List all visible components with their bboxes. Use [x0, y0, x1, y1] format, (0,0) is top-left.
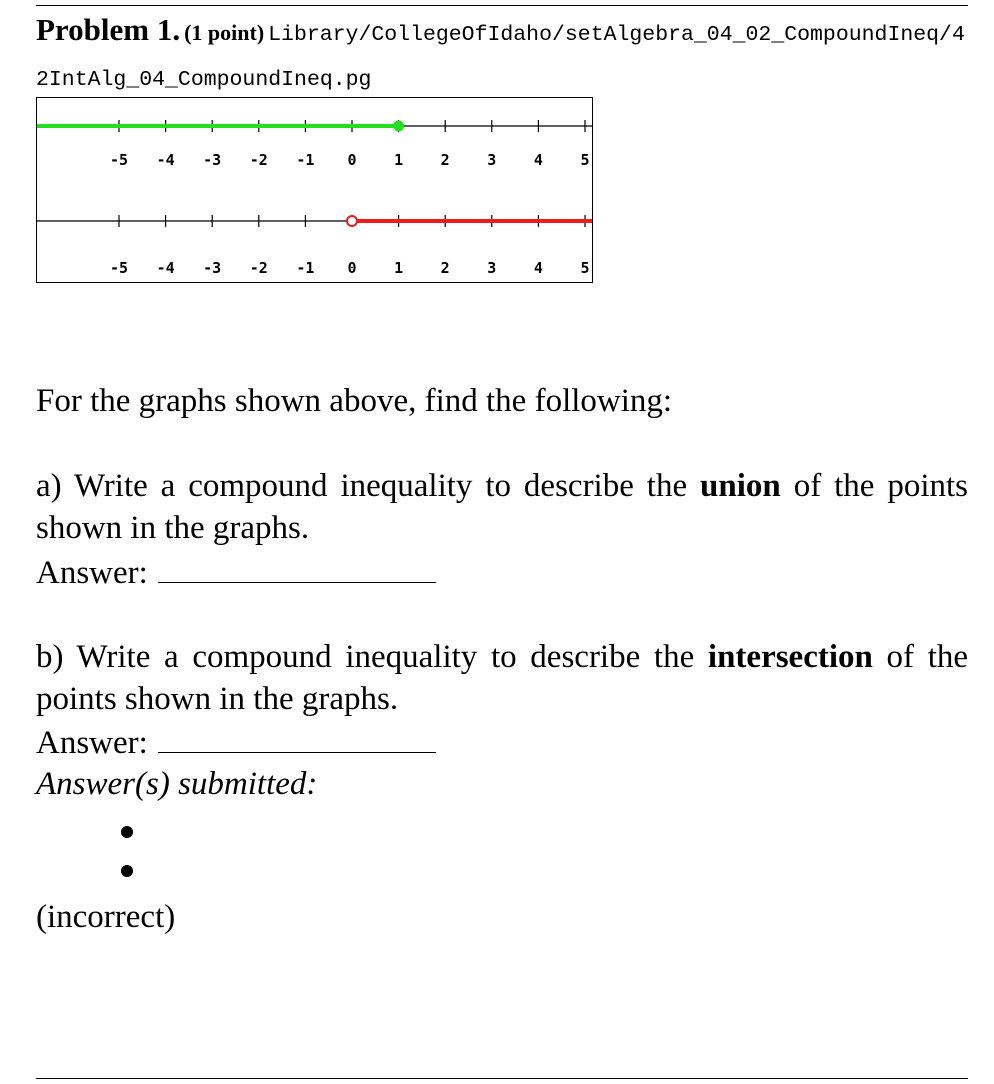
part-b-answer-blank[interactable] — [158, 752, 436, 753]
part-a-answer-row — [36, 552, 968, 594]
part-b-answer-label: Answer: — [36, 725, 148, 761]
problem-source-path: Library/CollegeOfIdaho/setAlgebra_04_02_CompoundIneq/42IntAlg_04_CompoundIneq.pg — [36, 23, 965, 92]
graph1-tick-label: -3 — [203, 151, 222, 169]
graph2-open-endpoint — [347, 216, 357, 226]
graph2-tick-label: 3 — [487, 259, 497, 277]
submission-status: (incorrect) — [36, 899, 176, 935]
problem-points: (1 point) — [184, 20, 265, 45]
graph2-tick-label: 4 — [533, 259, 543, 277]
graph1-tick-label: 5 — [580, 151, 590, 169]
top-rule — [36, 5, 968, 6]
part-a-answer-label: Answer: — [36, 555, 148, 591]
submitted-answer-bullet — [121, 865, 133, 877]
part-b-keyword: intersection — [707, 639, 873, 675]
graph1-tick-label: -2 — [249, 151, 268, 169]
graph1-closed-endpoint — [393, 121, 404, 132]
graph1-tick-label: 2 — [440, 151, 450, 169]
graph2-tick-label: -1 — [296, 259, 315, 277]
number-lines — [37, 98, 592, 282]
number-line-figure — [36, 97, 593, 283]
bottom-rule — [36, 1078, 968, 1079]
answers-submitted-label: Answer(s) submitted: — [36, 766, 318, 802]
graph1-tick-label: 3 — [487, 151, 497, 169]
question-intro: For the graphs shown above, find the following: — [36, 383, 673, 419]
problem-header — [36, 8, 976, 103]
graph2-tick-label: -3 — [203, 259, 222, 277]
part-b-prefix: b) Write a compound inequality to describe the — [36, 639, 695, 675]
graph1-tick-label: -1 — [296, 151, 315, 169]
part-b-question — [36, 636, 968, 720]
graph1-tick-label: -4 — [156, 151, 175, 169]
graph2-tick-label: 1 — [394, 259, 404, 277]
graph1-tick-label: 0 — [347, 151, 357, 169]
graph2-tick-label: 0 — [347, 259, 357, 277]
graph1-tick-label: -5 — [109, 151, 129, 169]
part-b-answer-row — [36, 722, 968, 764]
graph1-tick-label: 1 — [394, 151, 404, 169]
problem-number: Problem 1. — [36, 12, 181, 47]
graph1-tick-label: 4 — [533, 151, 543, 169]
graph2-tick-label: -2 — [249, 259, 268, 277]
submitted-answer-bullet — [121, 826, 133, 838]
graph2-tick-label: -5 — [109, 259, 129, 277]
part-a-suffix: of the points shown in the graphs. — [36, 468, 969, 546]
part-a-prefix: a) Write a compound inequality to describe the — [36, 468, 688, 504]
graph2-tick-label: -4 — [156, 259, 175, 277]
part-a-answer-blank[interactable] — [158, 582, 436, 583]
part-b-suffix: of the points shown in the graphs. — [36, 639, 969, 717]
graph2-tick-label: 2 — [440, 259, 450, 277]
part-a-question — [36, 465, 968, 549]
part-a-keyword: union — [700, 468, 781, 504]
graph2-tick-label: 5 — [580, 259, 590, 277]
